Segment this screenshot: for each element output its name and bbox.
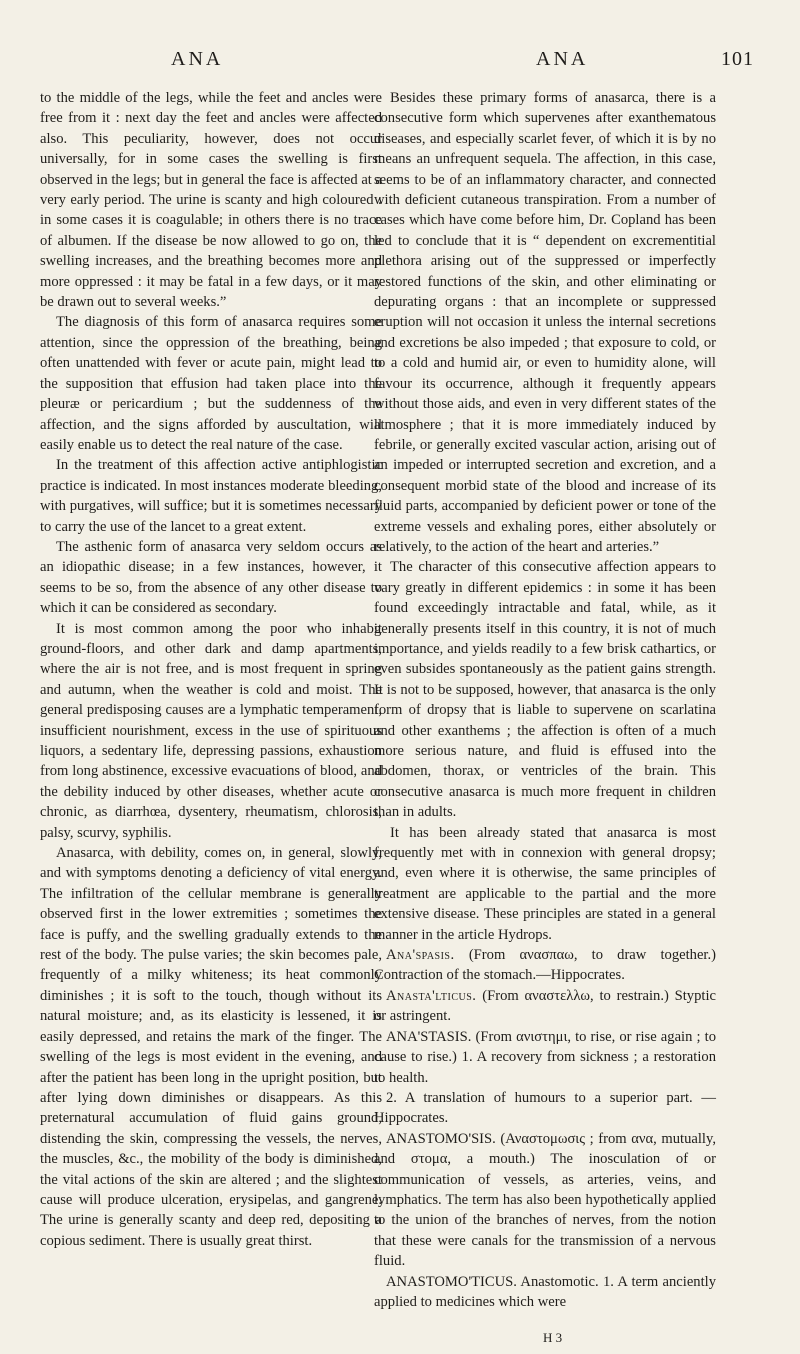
entry-definition: (From ανασπαω, to draw together.) Contraction of the stomach.—Hippocrates. <box>374 947 716 984</box>
dictionary-entry <box>374 1129 716 1272</box>
dictionary-entry <box>374 1027 716 1088</box>
entry-headword: ANASTOMO'SIS. <box>386 1130 496 1147</box>
left-column <box>40 88 382 1251</box>
paragraph: The character of this consecutive affection appears to vary greatly in different epidemics : in some it has been found exceedingly intractable and fatal, while, as it generally presents itself in this country, it is not of much importance, and yields readily to a few brisk cathartics, or even subsides spontaneously as the patient gains strength. It is not to be supposed, however, that anasarca is the only form of dropsy that is liable to supervene on scarlatina and other exanthems ; the affection is often of a much more serious nature, and fluid is effused into the abdomen, thorax, or ventricles of the brain. This consecutive anasarca is much more frequent in children than in adults. <box>374 559 716 821</box>
paragraph: It is most common among the poor who inhabit ground-floors, and other dark and damp apartments, where the air is not free, and is most frequent in spring and autumn, when the weather is cold and moist. The general predisposing causes are a lymphatic temperament, insufficient nourishment, excess in the use of spirituous liquors, a sedentary life, depressing passions, exhaustion from long abstinence, excessive evacuations of blood, and the debility induced by other diseases, whether acute or chronic, as diarrhœa, dysentery, rheumatism, chlorosis, palsy, scurvy, syphilis. <box>40 620 382 841</box>
entry-definition: Anastomotic. 1. A term anciently applied to medicines which were <box>374 1273 716 1310</box>
entry-headword: ANASTOMO'TICUS. <box>386 1273 517 1290</box>
paragraph: Anasarca, with debility, comes on, in general, slowly, and with symptoms denoting a deficiency of vital energy. The infiltration of the cellular membrane is generally observed first in the lower extremities ; sometimes the face is puffy, and the swelling gradually extends to the rest of the body. The pulse varies; the skin becomes pale, frequently of a milky whiteness; its heat commonly diminishes ; it is soft to the touch, though without its natural moisture; and, as its elasticity is lessened, it is easily depressed, and retains the mark of the finger. The swelling of the legs is most evident in the evening, and after the patient has been long in the upright position, but after lying down diminishes or disappears. As this preternatural accumulation of fluid gains ground, distending the skin, compressing the vessels, the nerves, the muscles, &c., the mobility of the body is diminished, the vital actions of the skin are altered ; and the slightest cause will produce ulceration, erysipelas, and gangrene. The urine is generally scanty and deep red, depositing a copious sediment. There is usually great thirst. <box>40 845 382 1249</box>
entry-headword: ANA'STASIS. <box>386 1028 472 1045</box>
entry-headword: Anasta'lticus. <box>386 987 477 1004</box>
entry-sense: 2. A translation of humours to a superior part. — Hippocrates. <box>374 1089 716 1127</box>
dictionary-entry <box>374 1272 716 1313</box>
paragraph: Besides these primary forms of anasarca, there is a consecutive form which supervenes after exanthematous diseases, and especially scarlet fever, of which it is by no means an unfrequent sequela. The affection, in this case, seems to be of an inflammatory character, and connected with deficient cutaneous transpiration. From a number of cases which have come before him, Dr. Copland has been led to conclude that it is “ dependent on excrementitial plethora arising out of the suppressed or imperfectly restored functions of the skin, and other eliminating or depurating organs : that an incomplete or suppressed eruption will not occasion it unless the internal secretions and excretions be also impeded ; that exposure to cold, or to a cold and humid air, or even to humidity alone, will favour its occurrence, although it frequently appears without those aids, and even in very different states of the atmosphere ; that it is more immediately induced by febrile, or generally excited vascular action, arising out of an impeded or interrupted secretion and excretion, and a consequent morbid state of the blood and increase of its fluid parts, accompanied by deficient power or tone of the extreme vessels and exhaling pores, either absolutely or relatively, to the action of the heart and arteries.” <box>374 90 716 555</box>
entry-definition: (From ανιστημι, to rise, or rise again ; to cause to rise.) 1. A recovery from sickness ; a restoration to health. <box>374 1028 716 1086</box>
entry-headword: Ana'spasis. <box>386 947 455 964</box>
paragraph: to the middle of the legs, while the feet and ancles were free from it : next day the feet and ancles were affected also. This peculiarity, however, does not occur universally, for in some cases the swelling is first observed in the legs; but in general the face is affected at a very early period. The urine is scanty and high coloured : in some cases it is coagulable; in others there is no trace of albumen. If the disease be now allowed to go on, the swelling increases, and the breathing becomes more and more oppressed : it may be fatal in a few days, or it may be drawn out to several weeks.” <box>40 90 382 311</box>
entry-definition: (From αναστελλω, to restrain.) Styptic or astringent. <box>374 987 716 1025</box>
paragraph: The diagnosis of this form of anasarca requires some attention, since the oppression of the breathing, being often unattended with fever or acute pain, might lead to the supposition that effusion had taken place into the pleuræ or pericardium ; but the suddenness of the affection, and the signs afforded by auscultation, will easily enable us to detect the real nature of the case. <box>40 314 382 453</box>
right-column <box>374 88 716 1312</box>
running-head-left: ANA <box>171 48 224 70</box>
paragraph: It has been already stated that anasarca is most frequently met with in connexion with general dropsy; and, even where it is otherwise, the same principles of treatment are applicable to the partial and the more extensive disease. These principles are stated in a general manner in the article Hydrops. <box>374 824 716 943</box>
paragraph: In the treatment of this affection active antiphlogistic practice is indicated. In most instances moderate bleeding, with purgatives, will suffice; but it is sometimes necessary to carry the use of the lancet to a great extent. <box>40 457 382 535</box>
page-number: 101 <box>721 48 754 70</box>
signature-mark: H 3 <box>543 1330 563 1345</box>
dictionary-entry <box>374 986 716 1027</box>
entry-definition: (Αναστομωσις ; from ανα, mutually, and στομα, a mouth.) The inosculation of or communication of vessels, as arteries, veins, and lymphatics. The term has also been hypothetically applied to the union of the branches of nerves, from the notion that these were canals for the transmission of a nervous fluid. <box>374 1130 716 1270</box>
dictionary-entry <box>374 945 716 986</box>
paragraph: The asthenic form of anasarca very seldom occurs as an idiopathic disease; in a few instances, however, it seems to be so, from the absence of any other disease to which it can be considered as secondary. <box>40 538 382 617</box>
running-head-center: ANA <box>536 48 589 70</box>
